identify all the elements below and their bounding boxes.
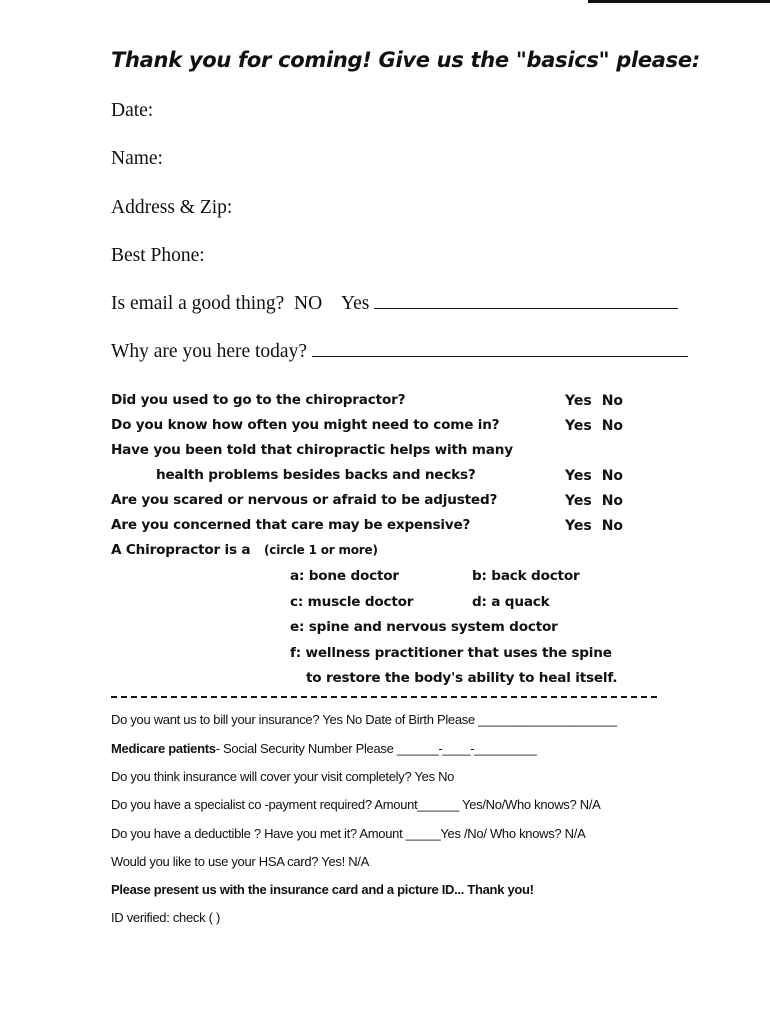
medicare-label: Medicare patients — [111, 741, 216, 756]
question-chiropractor-is — [111, 542, 378, 558]
question-scared: Are you scared or nervous or afraid to be adjusted? — [111, 492, 498, 508]
coverage-question: Do you think insurance will cover your visit completely? Yes No — [111, 769, 455, 784]
present-card-note: Please present us with the insurance card and a picture ID... Thank you! — [111, 882, 534, 897]
medicare-question — [111, 741, 537, 756]
option-f-line1[interactable]: f: wellness practitioner that uses the spine — [290, 645, 612, 661]
section-divider — [111, 696, 657, 698]
specialist-copay-question: Do you have a specialist co -payment required? Amount______ Yes/No/Who knows? N/A — [111, 797, 601, 812]
yes-option[interactable]: Yes — [565, 468, 592, 484]
bill-insurance-question: Do you want us to bill your insurance? Yes No Date of Birth Please ____________________ — [111, 712, 617, 727]
no-option[interactable]: No — [601, 468, 624, 484]
address-label: Address & Zip: — [111, 197, 233, 218]
deductible-question: Do you have a deductible ? Have you met it? Amount _____Yes /No/ Who knows? N/A — [111, 826, 586, 841]
yes-no-q3 — [565, 468, 633, 484]
question-told-helps-line1: Have you been told that chiropractic helps with many — [111, 442, 513, 458]
option-a[interactable]: a: bone doctor — [290, 568, 399, 584]
question-told-helps-line2: health problems besides backs and necks? — [156, 467, 476, 483]
why-answer-line[interactable] — [312, 340, 688, 357]
id-verified-check[interactable]: ID verified: check ( ) — [111, 910, 220, 925]
yes-no-q5 — [565, 518, 633, 534]
option-d[interactable]: d: a quack — [472, 594, 550, 610]
email-question-text: Is email a good thing? NO Yes — [111, 293, 370, 314]
no-option[interactable]: No — [601, 493, 624, 509]
question-expensive: Are you concerned that care may be expensive? — [111, 517, 471, 533]
email-question — [111, 292, 678, 315]
yes-option[interactable]: Yes — [565, 493, 592, 509]
yes-option[interactable]: Yes — [565, 393, 592, 409]
yes-no-q1 — [565, 393, 633, 409]
yes-no-q4 — [565, 493, 633, 509]
option-e[interactable]: e: spine and nervous system doctor — [290, 619, 558, 635]
option-b[interactable]: b: back doctor — [472, 568, 580, 584]
top-edge-line — [588, 0, 770, 3]
question-chiropractor-before: Did you used to go to the chiropractor? — [111, 392, 406, 408]
no-option[interactable]: No — [601, 518, 624, 534]
why-question-text: Why are you here today? — [111, 341, 307, 362]
yes-no-q2 — [565, 418, 633, 434]
phone-label: Best Phone: — [111, 245, 205, 266]
yes-option[interactable]: Yes — [565, 418, 592, 434]
hsa-question: Would you like to use your HSA card? Yes! N/A — [111, 854, 369, 869]
why-question — [111, 340, 688, 363]
option-c[interactable]: c: muscle doctor — [290, 594, 414, 610]
question-how-often: Do you know how often you might need to come in? — [111, 417, 500, 433]
question-chiropractor-is-text: A Chiropractor is a — [111, 542, 251, 558]
yes-option[interactable]: Yes — [565, 518, 592, 534]
option-f-line2: to restore the body's ability to heal itself. — [306, 670, 618, 686]
email-answer-line[interactable] — [374, 292, 678, 309]
circle-note: (circle 1 or more) — [264, 543, 378, 557]
date-label: Date: — [111, 100, 154, 121]
no-option[interactable]: No — [601, 418, 624, 434]
medicare-ssn-text: - Social Security Number Please ______-____-_________ — [215, 741, 537, 756]
form-title: Thank you for coming! Give us the "basics" please: — [111, 48, 700, 72]
no-option[interactable]: No — [601, 393, 624, 409]
name-label: Name: — [111, 148, 163, 169]
